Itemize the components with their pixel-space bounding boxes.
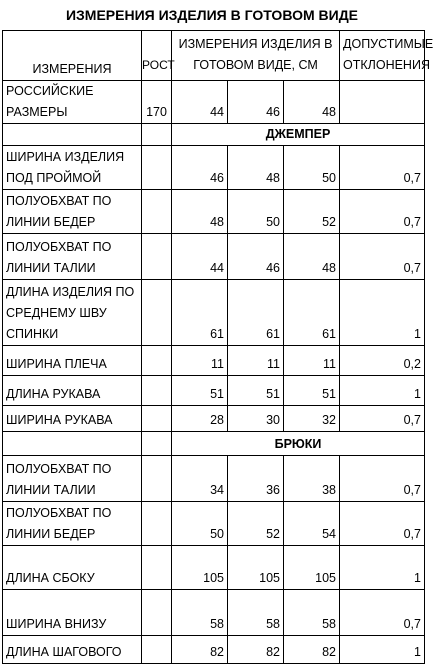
size-1: 44 <box>172 81 228 124</box>
row-tolerance: 0,7 <box>340 502 425 546</box>
size-2: 46 <box>228 81 284 124</box>
row-value-2: 105 <box>228 546 284 590</box>
row-tolerance: 1 <box>340 376 425 406</box>
row-value-3: 51 <box>284 376 340 406</box>
row-value-2: 52 <box>228 502 284 546</box>
header-height: РОСТ <box>142 31 172 81</box>
sizes-label: РОССИЙСКИЕ РАЗМЕРЫ <box>3 81 142 124</box>
table-row <box>3 190 425 234</box>
row-value-3: 11 <box>284 346 340 376</box>
section-row-jumper <box>3 124 425 146</box>
row-tolerance: 0,7 <box>340 406 425 432</box>
empty-cell <box>142 146 172 190</box>
row-value-1: 34 <box>172 456 228 502</box>
empty-cell <box>142 502 172 546</box>
table-row <box>3 146 425 190</box>
row-value-2: 82 <box>228 636 284 664</box>
empty-cell <box>142 346 172 376</box>
row-tolerance: 0,7 <box>340 190 425 234</box>
empty-cell <box>142 124 172 146</box>
table-row <box>3 280 425 346</box>
empty-cell <box>142 406 172 432</box>
row-value-2: 61 <box>228 280 284 346</box>
row-name: ДЛИНА РУКАВА <box>3 376 142 406</box>
row-value-3: 52 <box>284 190 340 234</box>
row-name: ДЛИНА ШАГОВОГО <box>3 636 142 664</box>
empty-cell <box>3 124 142 146</box>
empty-cell <box>142 636 172 664</box>
row-value-1: 46 <box>172 146 228 190</box>
row-value-2: 11 <box>228 346 284 376</box>
section-row-trousers <box>3 432 425 456</box>
table-row <box>3 234 425 280</box>
row-name: ШИРИНА ИЗДЕЛИЯ ПОД ПРОЙМОЙ <box>3 146 142 190</box>
row-name: ШИРИНА ВНИЗУ <box>3 590 142 636</box>
table-row <box>3 502 425 546</box>
row-value-3: 54 <box>284 502 340 546</box>
measurements-table <box>2 30 433 664</box>
table-row <box>3 346 425 376</box>
empty-cell <box>142 546 172 590</box>
header-tolerance: ДОПУСТИМЫЕ ОТКЛОНЕНИЯ <box>340 31 425 81</box>
row-tolerance: 0,7 <box>340 590 425 636</box>
row-value-2: 48 <box>228 146 284 190</box>
row-value-1: 44 <box>172 234 228 280</box>
row-value-2: 30 <box>228 406 284 432</box>
row-value-1: 82 <box>172 636 228 664</box>
header-row <box>3 31 425 81</box>
empty-cell <box>142 432 172 456</box>
row-name: ШИРИНА РУКАВА <box>3 406 142 432</box>
row-tolerance: 0,7 <box>340 146 425 190</box>
row-name: ШИРИНА ПЛЕЧА <box>3 346 142 376</box>
row-name: ДЛИНА ИЗДЕЛИЯ ПО СРЕДНЕМУ ШВУ СПИНКИ <box>3 280 142 346</box>
row-value-1: 11 <box>172 346 228 376</box>
row-name: ПОЛУОБХВАТ ПО ЛИНИИ ТАЛИИ <box>3 234 142 280</box>
empty-cell <box>3 432 142 456</box>
row-tolerance: 0,2 <box>340 346 425 376</box>
row-tolerance: 1 <box>340 546 425 590</box>
row-value-2: 51 <box>228 376 284 406</box>
row-tolerance: 1 <box>340 636 425 664</box>
empty-cell <box>142 590 172 636</box>
row-value-3: 82 <box>284 636 340 664</box>
section-title-jumper: ДЖЕМПЕР <box>172 124 425 146</box>
row-value-3: 38 <box>284 456 340 502</box>
row-value-3: 58 <box>284 590 340 636</box>
table-row <box>3 456 425 502</box>
row-value-1: 51 <box>172 376 228 406</box>
row-value-1: 28 <box>172 406 228 432</box>
row-value-3: 61 <box>284 280 340 346</box>
empty-cell <box>142 280 172 346</box>
height-value: 170 <box>142 81 172 124</box>
section-title-trousers: БРЮКИ <box>172 432 425 456</box>
row-value-3: 105 <box>284 546 340 590</box>
table-row <box>3 406 425 432</box>
row-value-1: 61 <box>172 280 228 346</box>
row-value-1: 48 <box>172 190 228 234</box>
row-value-1: 50 <box>172 502 228 546</box>
sizes-row <box>3 81 425 124</box>
row-name: ПОЛУОБХВАТ ПО ЛИНИИ БЕДЕР <box>3 190 142 234</box>
row-name: ДЛИНА СБОКУ <box>3 546 142 590</box>
row-value-2: 50 <box>228 190 284 234</box>
table-row <box>3 546 425 590</box>
row-tolerance: 0,7 <box>340 456 425 502</box>
table-row <box>3 590 425 636</box>
row-value-3: 32 <box>284 406 340 432</box>
row-value-2: 36 <box>228 456 284 502</box>
row-value-2: 46 <box>228 234 284 280</box>
row-name: ПОЛУОБХВАТ ПО ЛИНИИ БЕДЕР <box>3 502 142 546</box>
row-value-3: 50 <box>284 146 340 190</box>
table-row <box>3 376 425 406</box>
row-value-1: 105 <box>172 546 228 590</box>
table-row <box>3 636 425 664</box>
row-value-3: 48 <box>284 234 340 280</box>
row-value-2: 58 <box>228 590 284 636</box>
empty-cell <box>142 234 172 280</box>
header-measurements: ИЗМЕРЕНИЯ <box>3 31 142 81</box>
page-title: ИЗМЕРЕНИЯ ИЗДЕЛИЯ В ГОТОВОМ ВИДЕ <box>65 7 359 23</box>
row-name: ПОЛУОБХВАТ ПО ЛИНИИ ТАЛИИ <box>3 456 142 502</box>
row-tolerance: 1 <box>340 280 425 346</box>
empty-cell <box>142 190 172 234</box>
row-value-1: 58 <box>172 590 228 636</box>
empty-cell <box>340 81 425 124</box>
empty-cell <box>142 456 172 502</box>
empty-cell <box>142 376 172 406</box>
header-finished-sizes: ИЗМЕРЕНИЯ ИЗДЕЛИЯ В ГОТОВОМ ВИДЕ, СМ <box>172 31 340 81</box>
row-tolerance: 0,7 <box>340 234 425 280</box>
size-3: 48 <box>284 81 340 124</box>
